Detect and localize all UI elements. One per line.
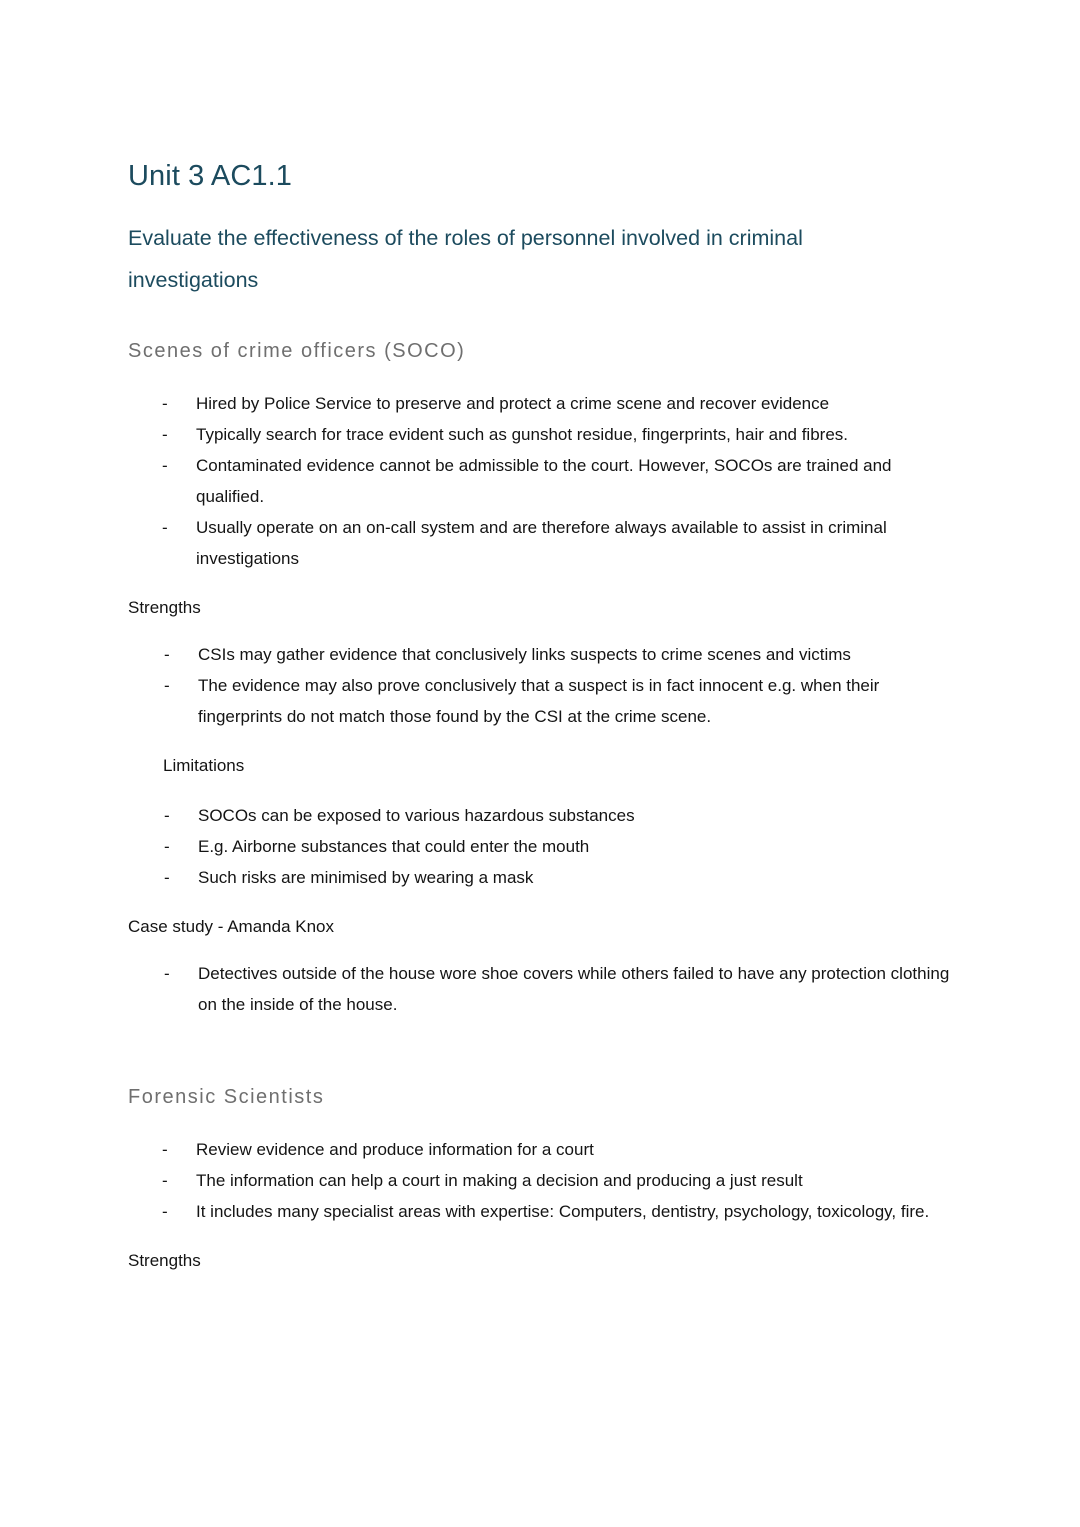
document-content: [128, 158, 952, 1274]
section-heading-forensic-scientists: Forensic Scientists: [128, 1086, 325, 1109]
list-item-text: Hired by Police Service to preserve and protect a crime scene and recover evidence: [196, 394, 830, 414]
list-item: [128, 958, 952, 1020]
list-item: [128, 670, 952, 732]
dash-bullet-icon: -: [164, 644, 170, 664]
forensic-strengths-label: Strengths: [128, 1251, 201, 1271]
dash-bullet-icon: -: [162, 1171, 168, 1191]
page-title: Unit 3 AC1.1: [128, 160, 293, 192]
soco-strengths-list: [128, 639, 952, 732]
list-item-text: Contaminated evidence cannot be admissible to the court. However, SOCOs are trained and qualified.: [196, 456, 892, 507]
list-item: [128, 639, 952, 670]
dash-bullet-icon: -: [162, 518, 168, 538]
list-item-text: The evidence may also prove conclusively that a suspect is in fact innocent e.g. when their fingerprints do not match those found by the CSI at the crime scene.: [198, 675, 880, 726]
list-item: [128, 1165, 952, 1196]
dash-bullet-icon: -: [164, 868, 170, 888]
spacer: [128, 1227, 952, 1249]
dash-bullet-icon: -: [162, 1202, 168, 1222]
soco-limitations-label: Limitations: [163, 755, 245, 775]
dash-bullet-icon: -: [162, 394, 168, 414]
dash-bullet-icon: -: [164, 837, 170, 857]
section-soco: [128, 338, 952, 1020]
forensic-overview-list: [128, 1134, 952, 1227]
soco-limitations-list: [128, 800, 952, 893]
list-item-text: The information can help a court in making a decision and producing a just result: [196, 1171, 803, 1191]
list-item: [128, 1134, 952, 1165]
dash-bullet-icon: -: [162, 1140, 168, 1160]
spacer: [128, 732, 952, 754]
list-item-text: CSIs may gather evidence that conclusively links suspects to crime scenes and victims: [198, 644, 851, 664]
dash-bullet-icon: -: [164, 675, 170, 695]
list-item-text: Such risks are minimised by wearing a mask: [198, 868, 534, 888]
page-subtitle: Evaluate the effectiveness of the roles of personnel involved in criminal investigations: [128, 226, 803, 293]
soco-overview-list: [128, 388, 952, 574]
spacer: [128, 893, 952, 915]
list-item: [128, 1196, 952, 1227]
list-item: [128, 512, 952, 574]
spacer: [128, 940, 952, 958]
list-item-text: Review evidence and produce information for a court: [196, 1140, 594, 1160]
spacer: [128, 778, 952, 800]
spacer: [128, 621, 952, 639]
list-item: [128, 862, 952, 893]
spacer: [128, 574, 952, 596]
list-item-text: It includes many specialist areas with expertise: Computers, dentistry, psychology, toxicology, fire.: [196, 1202, 930, 1222]
section-heading-soco: Scenes of crime officers (SOCO): [128, 340, 466, 363]
list-item-text: Typically search for trace evident such as gunshot residue, fingerprints, hair and fibres.: [196, 425, 849, 445]
list-item: [128, 450, 952, 512]
dash-bullet-icon: -: [162, 425, 168, 445]
list-item-text: Detectives outside of the house wore shoe covers while others failed to have any protection clothing on the inside of the house.: [198, 964, 950, 1015]
dash-bullet-icon: -: [164, 964, 170, 984]
list-item-text: Usually operate on an on-call system and are therefore always available to assist in criminal investigations: [196, 518, 887, 569]
list-item-text: E.g. Airborne substances that could enter the mouth: [198, 837, 590, 857]
soco-case-study-list: [128, 958, 952, 1020]
soco-case-study-label: Case study - Amanda Knox: [128, 917, 335, 937]
list-item: [128, 388, 952, 419]
list-item: [128, 831, 952, 862]
list-item: [128, 800, 952, 831]
list-item-text: SOCOs can be exposed to various hazardous substances: [198, 806, 635, 826]
dash-bullet-icon: -: [164, 806, 170, 826]
soco-strengths-label: Strengths: [128, 598, 201, 618]
list-item: [128, 419, 952, 450]
dash-bullet-icon: -: [162, 456, 168, 476]
section-forensic-scientists: [128, 1084, 952, 1274]
